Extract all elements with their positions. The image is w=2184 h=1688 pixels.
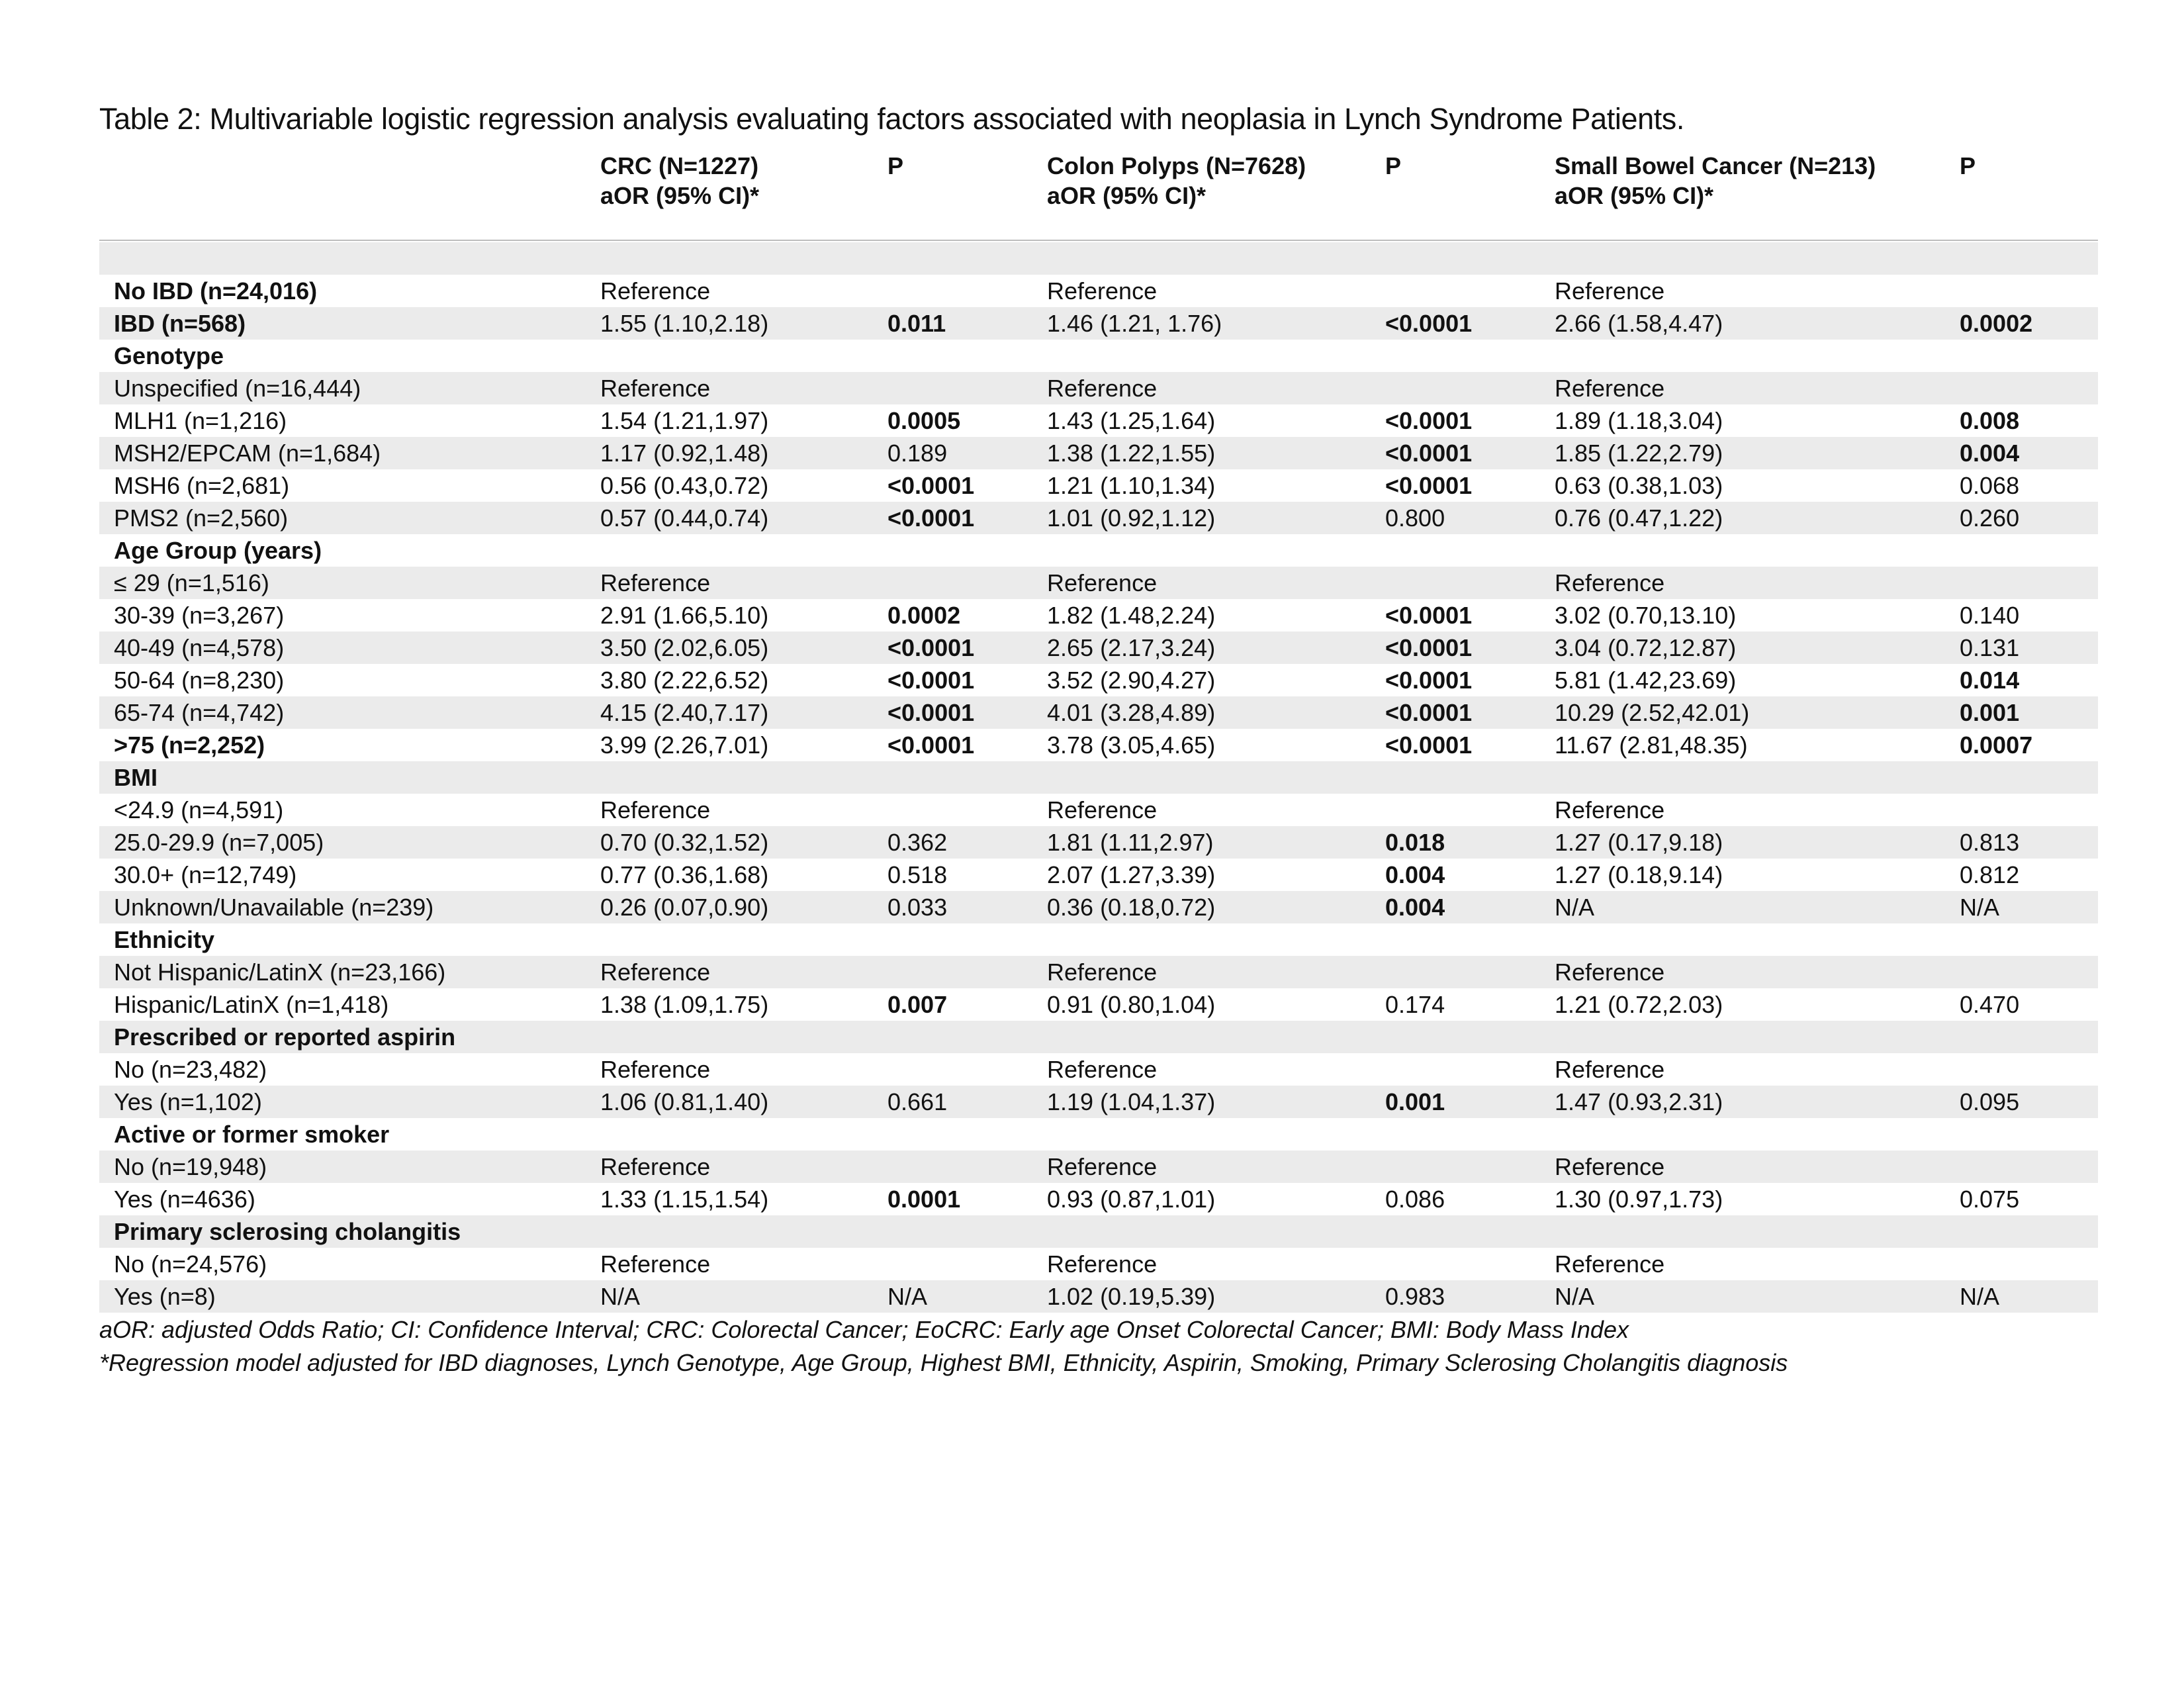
row-label: BMI <box>114 764 158 791</box>
crc-aor: 0.70 (0.32,1.52) <box>600 829 769 856</box>
crc-aor: Reference <box>600 959 711 986</box>
polyps-p-value: 0.174 <box>1385 991 1445 1018</box>
crc-aor: 4.15 (2.40,7.17) <box>600 699 769 726</box>
table-row <box>99 242 2098 275</box>
header-polyps-metric: aOR (95% CI)* <box>1047 182 1206 209</box>
polyps-aor: 1.21 (1.10,1.34) <box>1047 472 1216 499</box>
row-label: No (n=24,576) <box>114 1250 267 1278</box>
sbc-aor: Reference <box>1555 277 1665 305</box>
sbc-p-value: N/A <box>1960 894 2000 921</box>
footnote-adjustment: *Regression model adjusted for IBD diagnoses, Lynch Genotype, Age Group, Highest BMI, Ethnicity, Aspirin, Smoking, Primary Sclerosing Cholangitis diagnosis <box>99 1349 1788 1376</box>
crc-aor: 0.57 (0.44,0.74) <box>600 504 769 532</box>
crc-p-value: 0.0002 <box>887 602 961 629</box>
row-label: Not Hispanic/LatinX (n=23,166) <box>114 959 446 986</box>
crc-p-value: <0.0001 <box>887 504 975 532</box>
row-label: Primary sclerosing cholangitis <box>114 1218 461 1245</box>
crc-aor: Reference <box>600 1153 711 1180</box>
header-crc <box>600 151 759 211</box>
table-row <box>99 307 2098 340</box>
crc-aor: 3.80 (2.22,6.52) <box>600 667 769 694</box>
sbc-p-value: 0.0007 <box>1960 731 2033 759</box>
polyps-p-value: 0.004 <box>1385 861 1445 888</box>
polyps-aor: 1.46 (1.21, 1.76) <box>1047 310 1222 337</box>
crc-p-value: 0.518 <box>887 861 948 888</box>
sbc-aor: N/A <box>1555 1283 1595 1310</box>
polyps-aor: 1.19 (1.04,1.37) <box>1047 1088 1216 1115</box>
polyps-p-value: 0.983 <box>1385 1283 1445 1310</box>
table-row <box>99 729 2098 761</box>
crc-aor: 0.56 (0.43,0.72) <box>600 472 769 499</box>
table-row <box>99 632 2098 664</box>
row-label: Genotype <box>114 342 224 369</box>
polyps-p-value: 0.004 <box>1385 894 1445 921</box>
polyps-aor: Reference <box>1047 1250 1158 1278</box>
header-crc-metric: aOR (95% CI)* <box>600 182 760 209</box>
row-label: ≤ 29 (n=1,516) <box>114 569 269 596</box>
polyps-aor: 3.78 (3.05,4.65) <box>1047 731 1216 759</box>
row-label: IBD (n=568) <box>114 310 246 337</box>
polyps-aor: Reference <box>1047 1056 1158 1083</box>
sbc-aor: Reference <box>1555 569 1665 596</box>
polyps-aor: 2.07 (1.27,3.39) <box>1047 861 1216 888</box>
header-polyps-title: Colon Polyps (N=7628) <box>1047 152 1306 179</box>
crc-aor: 1.54 (1.21,1.97) <box>600 407 769 434</box>
polyps-p-value: 0.001 <box>1385 1088 1445 1115</box>
crc-p-value: 0.0001 <box>887 1186 961 1213</box>
crc-aor: 1.33 (1.15,1.54) <box>600 1186 769 1213</box>
table-row <box>99 567 2098 599</box>
header-sbc-p: P <box>1960 152 1976 179</box>
crc-p-value: <0.0001 <box>887 472 975 499</box>
sbc-aor: 0.63 (0.38,1.03) <box>1555 472 1723 499</box>
row-label: Ethnicity <box>114 926 215 953</box>
crc-aor: 2.91 (1.66,5.10) <box>600 602 769 629</box>
sbc-p-value: 0.131 <box>1960 634 2020 661</box>
sbc-p-value: 0.260 <box>1960 504 2020 532</box>
polyps-aor: 0.93 (0.87,1.01) <box>1047 1186 1216 1213</box>
polyps-aor: 1.43 (1.25,1.64) <box>1047 407 1216 434</box>
sbc-aor: Reference <box>1555 375 1665 402</box>
row-label: 25.0-29.9 (n=7,005) <box>114 829 324 856</box>
crc-p-value: 0.033 <box>887 894 948 921</box>
row-label: 65-74 (n=4,742) <box>114 699 285 726</box>
crc-p-value: <0.0001 <box>887 634 975 661</box>
crc-aor: N/A <box>600 1283 641 1310</box>
sbc-aor: 11.67 (2.81,48.35) <box>1555 731 1748 759</box>
sbc-aor: 1.21 (0.72,2.03) <box>1555 991 1723 1018</box>
sbc-p-value: 0.004 <box>1960 440 2020 467</box>
crc-p-value: <0.0001 <box>887 699 975 726</box>
sbc-p-value: 0.001 <box>1960 699 2020 726</box>
sbc-p-value: 0.0002 <box>1960 310 2033 337</box>
table-row <box>99 1150 2098 1183</box>
table-row <box>99 437 2098 469</box>
sbc-p-value: N/A <box>1960 1283 2000 1310</box>
sbc-aor: Reference <box>1555 1056 1665 1083</box>
polyps-p-value: <0.0001 <box>1385 602 1473 629</box>
polyps-aor: Reference <box>1047 375 1158 402</box>
table-row <box>99 340 2098 372</box>
polyps-p-value: 0.800 <box>1385 504 1445 532</box>
sbc-p-value: 0.470 <box>1960 991 2020 1018</box>
polyps-aor: 0.91 (0.80,1.04) <box>1047 991 1216 1018</box>
polyps-aor: 1.01 (0.92,1.12) <box>1047 504 1216 532</box>
polyps-p-value: <0.0001 <box>1385 440 1473 467</box>
table-row <box>99 859 2098 891</box>
crc-p-value: 0.007 <box>887 991 948 1018</box>
crc-aor: 1.55 (1.10,2.18) <box>600 310 769 337</box>
table-row <box>99 1280 2098 1313</box>
sbc-p-value: 0.075 <box>1960 1186 2020 1213</box>
polyps-p-value: <0.0001 <box>1385 634 1473 661</box>
row-label: 40-49 (n=4,578) <box>114 634 285 661</box>
row-label: Yes (n=4636) <box>114 1186 255 1213</box>
table-row <box>99 502 2098 534</box>
table-row <box>99 275 2098 307</box>
table-row <box>99 794 2098 826</box>
sbc-aor: 0.76 (0.47,1.22) <box>1555 504 1723 532</box>
row-label: >75 (n=2,252) <box>114 731 265 759</box>
table-row <box>99 1086 2098 1118</box>
table-title: Table 2: Multivariable logistic regression analysis evaluating factors associated with neoplasia in Lynch Syndrome Patients. <box>99 102 1685 136</box>
table-row <box>99 988 2098 1021</box>
polyps-aor: 1.81 (1.11,2.97) <box>1047 829 1214 856</box>
sbc-aor: Reference <box>1555 796 1665 823</box>
crc-aor: 3.99 (2.26,7.01) <box>600 731 769 759</box>
table-row <box>99 372 2098 404</box>
header-sbc-title: Small Bowel Cancer (N=213) <box>1555 152 1876 179</box>
row-label: PMS2 (n=2,560) <box>114 504 289 532</box>
polyps-p-value: <0.0001 <box>1385 310 1473 337</box>
polyps-aor: Reference <box>1047 569 1158 596</box>
table-row <box>99 1215 2098 1248</box>
row-label: Prescribed or reported aspirin <box>114 1023 456 1051</box>
table-row <box>99 923 2098 956</box>
polyps-p-value: 0.086 <box>1385 1186 1445 1213</box>
polyps-aor: 1.38 (1.22,1.55) <box>1047 440 1216 467</box>
sbc-p-value: 0.813 <box>1960 829 2020 856</box>
table-row <box>99 1183 2098 1215</box>
table-row <box>99 826 2098 859</box>
polyps-aor: Reference <box>1047 277 1158 305</box>
crc-p-value: 0.011 <box>887 310 946 337</box>
sbc-aor: 1.30 (0.97,1.73) <box>1555 1186 1723 1213</box>
sbc-p-value: 0.095 <box>1960 1088 2020 1115</box>
header-crc-p: P <box>887 152 904 179</box>
crc-aor: Reference <box>600 1056 711 1083</box>
header-polyps-p: P <box>1385 152 1402 179</box>
crc-aor: Reference <box>600 796 711 823</box>
header-sbc-metric: aOR (95% CI)* <box>1555 182 1714 209</box>
row-label: 50-64 (n=8,230) <box>114 667 285 694</box>
crc-p-value: <0.0001 <box>887 731 975 759</box>
table-row <box>99 891 2098 923</box>
row-label: MSH2/EPCAM (n=1,684) <box>114 440 381 467</box>
polyps-p-value: <0.0001 <box>1385 667 1473 694</box>
footnote-abbreviations: aOR: adjusted Odds Ratio; CI: Confidence Interval; CRC: Colorectal Cancer; EoCRC: Early age Onset Colorectal Cancer; BMI: Body Mass Index <box>99 1316 1629 1343</box>
sbc-aor: 1.85 (1.22,2.79) <box>1555 440 1723 467</box>
polyps-p-value: <0.0001 <box>1385 731 1473 759</box>
crc-aor: 1.06 (0.81,1.40) <box>600 1088 769 1115</box>
sbc-aor: 2.66 (1.58,4.47) <box>1555 310 1723 337</box>
table-row <box>99 1248 2098 1280</box>
sbc-aor: 5.81 (1.42,23.69) <box>1555 667 1737 694</box>
row-label: <24.9 (n=4,591) <box>114 796 284 823</box>
crc-p-value: 0.0005 <box>887 407 961 434</box>
table-row <box>99 469 2098 502</box>
row-label: MSH6 (n=2,681) <box>114 472 290 499</box>
row-label: 30.0+ (n=12,749) <box>114 861 297 888</box>
sbc-aor: 1.27 (0.17,9.18) <box>1555 829 1723 856</box>
table-row <box>99 1021 2098 1053</box>
row-label: Unknown/Unavailable (n=239) <box>114 894 434 921</box>
polyps-p-value: <0.0001 <box>1385 699 1473 726</box>
table-row <box>99 761 2098 794</box>
polyps-p-value: <0.0001 <box>1385 472 1473 499</box>
table-row <box>99 599 2098 632</box>
polyps-aor: 4.01 (3.28,4.89) <box>1047 699 1216 726</box>
row-label: No IBD (n=24,016) <box>114 277 318 305</box>
crc-aor: 0.77 (0.36,1.68) <box>600 861 769 888</box>
row-label: 30-39 (n=3,267) <box>114 602 285 629</box>
row-label: Age Group (years) <box>114 537 322 564</box>
table-row <box>99 664 2098 696</box>
sbc-aor: 10.29 (2.52,42.01) <box>1555 699 1750 726</box>
crc-aor: Reference <box>600 1250 711 1278</box>
header-polyps <box>1047 151 1306 211</box>
crc-p-value: 0.362 <box>887 829 948 856</box>
sbc-p-value: 0.812 <box>1960 861 2020 888</box>
polyps-aor: 2.65 (2.17,3.24) <box>1047 634 1216 661</box>
sbc-aor: 1.89 (1.18,3.04) <box>1555 407 1723 434</box>
crc-p-value: <0.0001 <box>887 667 975 694</box>
sbc-aor: 3.04 (0.72,12.87) <box>1555 634 1737 661</box>
polyps-aor: 3.52 (2.90,4.27) <box>1047 667 1216 694</box>
crc-p-value: N/A <box>887 1283 928 1310</box>
crc-aor: Reference <box>600 277 711 305</box>
crc-aor: 0.26 (0.07,0.90) <box>600 894 769 921</box>
row-label: No (n=19,948) <box>114 1153 267 1180</box>
crc-aor: Reference <box>600 569 711 596</box>
polyps-p-value: 0.018 <box>1385 829 1445 856</box>
polyps-aor: 1.02 (0.19,5.39) <box>1047 1283 1216 1310</box>
row-label: MLH1 (n=1,216) <box>114 407 287 434</box>
crc-aor: 1.38 (1.09,1.75) <box>600 991 769 1018</box>
sbc-aor: 3.02 (0.70,13.10) <box>1555 602 1737 629</box>
polyps-p-value: <0.0001 <box>1385 407 1473 434</box>
crc-p-value: 0.189 <box>887 440 948 467</box>
sbc-aor: Reference <box>1555 959 1665 986</box>
row-label: Yes (n=1,102) <box>114 1088 262 1115</box>
sbc-p-value: 0.140 <box>1960 602 2020 629</box>
sbc-aor: N/A <box>1555 894 1595 921</box>
row-label: Active or former smoker <box>114 1121 390 1148</box>
polyps-aor: Reference <box>1047 1153 1158 1180</box>
sbc-aor: 1.27 (0.18,9.14) <box>1555 861 1723 888</box>
sbc-aor: Reference <box>1555 1153 1665 1180</box>
sbc-p-value: 0.008 <box>1960 407 2020 434</box>
crc-p-value: 0.661 <box>887 1088 948 1115</box>
row-label: Unspecified (n=16,444) <box>114 375 361 402</box>
sbc-p-value: 0.068 <box>1960 472 2020 499</box>
table-row <box>99 404 2098 437</box>
table-row <box>99 696 2098 729</box>
sbc-aor: 1.47 (0.93,2.31) <box>1555 1088 1723 1115</box>
row-label: No (n=23,482) <box>114 1056 267 1083</box>
table-header <box>99 147 2098 241</box>
crc-aor: 1.17 (0.92,1.48) <box>600 440 769 467</box>
crc-aor: Reference <box>600 375 711 402</box>
sbc-aor: Reference <box>1555 1250 1665 1278</box>
table-row <box>99 534 2098 567</box>
polyps-aor: Reference <box>1047 796 1158 823</box>
header-crc-title: CRC (N=1227) <box>600 152 759 179</box>
header-sbc <box>1555 151 1876 211</box>
sbc-p-value: 0.014 <box>1960 667 2020 694</box>
polyps-aor: 0.36 (0.18,0.72) <box>1047 894 1216 921</box>
table-row <box>99 1053 2098 1086</box>
row-label: Hispanic/LatinX (n=1,418) <box>114 991 389 1018</box>
polyps-aor: Reference <box>1047 959 1158 986</box>
crc-aor: 3.50 (2.02,6.05) <box>600 634 769 661</box>
table-row <box>99 1118 2098 1150</box>
row-label: Yes (n=8) <box>114 1283 216 1310</box>
table-row <box>99 956 2098 988</box>
polyps-aor: 1.82 (1.48,2.24) <box>1047 602 1216 629</box>
